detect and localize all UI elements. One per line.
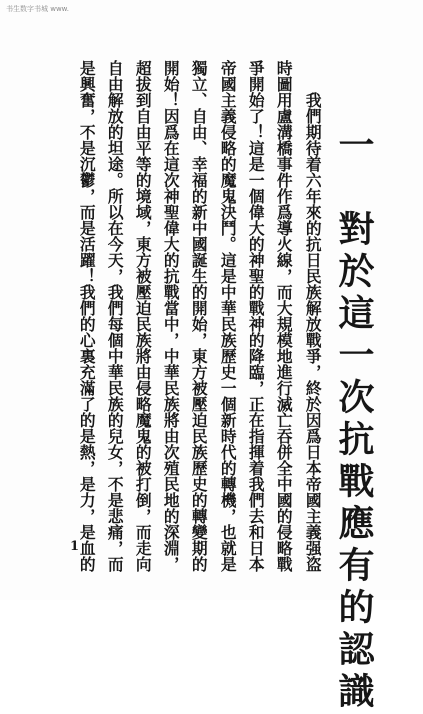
body-line-7: 超拔到自由平等的境域，東方被壓迫民族將由侵略魔鬼的被打倒，而走向 [133,60,153,572]
body-line-2: 時圖用盧溝橋事件作爲導火線，而大規模地進行滅亡吞併全中國的侵略戰 [274,60,294,572]
body-line-5: 獨立、自由、幸福的新中國誕生的開始，東方被壓迫民族歷史的轉變期的 [189,60,209,572]
body-line-9: 是興奮，不是沉鬱，而是活躍！我們的心裏充滿了的是熱，是力，是血的 [77,60,97,572]
body-line-6: 開始！因爲在這次神聖偉大的抗戰當中，中華民族將由次殖民地的深淵， [161,60,181,572]
page-number: 1 [70,539,80,554]
body-line-3: 爭開始了！這是一個偉大的神聖的戰神的降臨，正在指揮着我們去和日本 [246,60,266,572]
body-line-1: 我們期待着六年來的抗日民族解放戰爭，終於因爲日本帝國主義强盗 [303,92,323,572]
watermark: 书生数字书城 www. [6,5,69,13]
body-line-8: 自由解放的坦途。所以在今天，我們每個中華民族的兒女，不是悲痛，而 [105,60,125,572]
body-line-4: 帝國主義侵略的魔鬼決鬥。這是中華民族歷史一個新時代的轉機，也就是 [218,60,238,572]
chapter-title: 一 對於這一次抗戰應有的認識 [333,126,375,714]
